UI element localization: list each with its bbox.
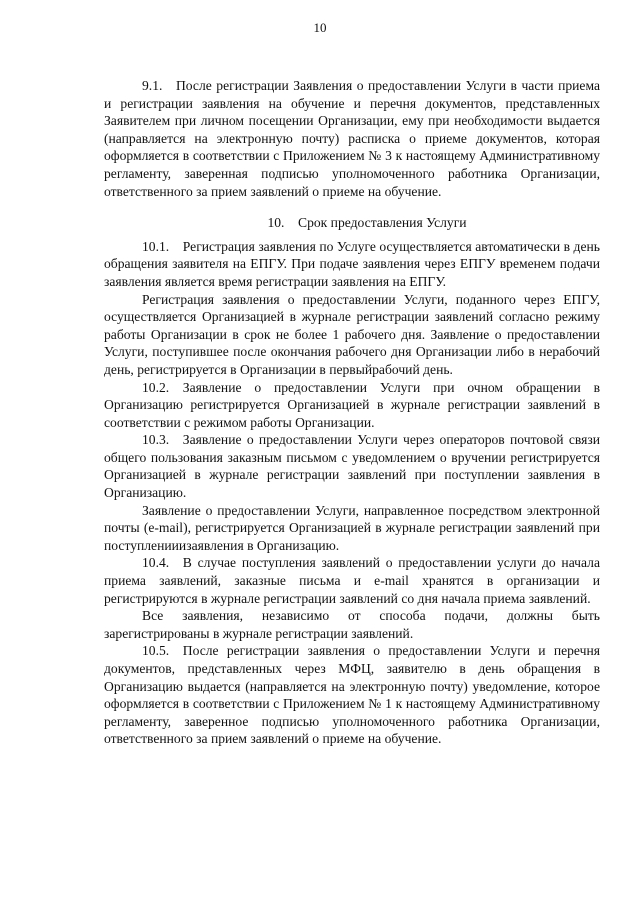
paragraph-10-1-registration: Регистрация заявления о предоставлении Услуги, поданного через ЕПГУ, осуществляется Организацией в журнале регистрации заявлений согласно режиму работы Организации в срок не более 1 рабочего дня. Заявление о предоставлении Услуги, поступившее после окончания рабочего дня Организации либо в нерабочий день, регистрируется в Организации в первыйрабочий день.	[104, 291, 600, 377]
paragraph-10-2: 10.2. Заявление о предоставлении Услуги при очном обращении в Организацию регистрируется Организацией в журнале регистрации заявлений в соответствии с режимом работы Организации.	[104, 379, 600, 430]
paragraph-10-4-all: Все заявления, независимо от способа подачи, должны быть зарегистрированы в журнале регистрации заявлений.	[104, 608, 600, 641]
paragraph-10-4: 10.4. В случае поступления заявлений о предоставлении услуги до начала приема заявлений, заказные письма и e-mail хранятся в организации и регистрируются в журнале регистрации заявлений со дня начала приема заявлений.	[104, 555, 600, 606]
paragraph-10-3-email: Заявление о предоставлении Услуги, направленное посредством электронной почты (e-mail), регистрируется Организацией в журнале регистрации заявлений при поступленииизаявления в Организацию.	[104, 502, 600, 553]
document-body	[104, 77, 600, 748]
paragraph-10-5: 10.5. После регистрации заявления о предоставлении Услуги и перечня документов, представленных через МФЦ, заявителю в день обращения в Организацию выдается (направляется на электронную почту) уведомление, которое оформляется в соответствии с Приложением № 1 к настоящему Административному регламенту, заверенное подписью уполномоченного работника Организации, ответственного за прием заявлений о приеме на обучение.	[104, 643, 600, 747]
section-heading-10: 10. Срок предоставления Услуги	[267, 215, 467, 231]
paragraph-10-1: 10.1. Регистрация заявления по Услуге осуществляется автоматически в день обращения заявителя на ЕПГУ. При подаче заявления через ЕПГУ временем подачи заявления является время регистрации заявления на ЕПГУ.	[104, 238, 600, 289]
paragraph-10-3: 10.3. Заявление о предоставлении Услуги через операторов почтовой связи общего пользования заказным письмом с уведомлением о вручении регистрируется Организацией в журнале регистрации заявлений при поступлении заявления в Организацию.	[104, 432, 600, 501]
page-number: 10	[313, 20, 327, 35]
paragraph-9-1: 9.1. После регистрации Заявления о предоставлении Услуги в части приема и регистрации заявления на обучение и перечня документов, представленных Заявителем при личном посещении Организации, ему при необходимости выдается (направляется на электронную почту) расписка о приеме документов, которая оформляется в соответствии с Приложением № 3 к настоящему Административному регламенту, заверенная подписью уполномоченного работника Организации, ответственного за прием заявлений о приеме на обучение.	[104, 78, 600, 199]
